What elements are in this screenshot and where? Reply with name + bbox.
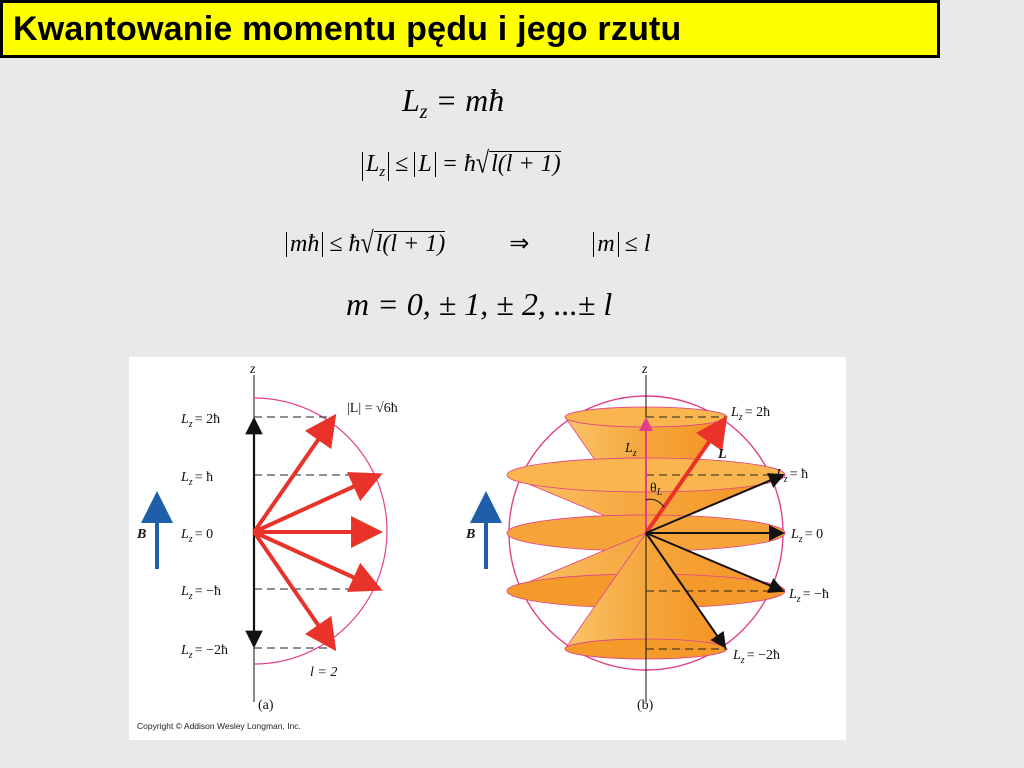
panel-b-z-label: z [642,362,648,377]
panel-a-l-label: l = 2 [310,665,338,680]
panel-b-theta-label: $\theta_L$ [650,481,663,498]
equation-m-values: m = 0, ± 1, ± 2, ...± l [346,286,613,322]
equation-lz-mhbar: $L_z$ = mħ [402,82,505,123]
equation-m-bound: mħ ≤ ħ√l(l + 1) ⇒ m ≤ l [286,229,651,258]
slide-title: Kwantowanie momentu pędu i jego rzutu [13,10,682,48]
svg-text:Lz= 0: $L_z = 0$ [791,527,824,545]
equation-lz-bound: $L_z \le L$ = ħ√l(l + 1) [362,151,561,181]
figure-canvas [129,357,846,740]
svg-text:Lz= ħ: $L_z$ = ħ [181,470,214,488]
angular-momentum-figure [129,357,846,740]
panel-b-l-label: L [718,447,727,462]
panel-a-magnitude-label: |L| = √6ħ [347,401,398,416]
svg-text:Lz= −2ħ: $L_z$ = −2ħ [733,648,780,666]
svg-text:Lz= −ħ: $L_z$ = −ħ [789,587,829,605]
panel-b-lz-label: $L_z$ [625,441,637,459]
svg-text:Lz= 2ħ: $L_z$ = 2ħ [181,412,221,430]
panel-a-b-label: B [137,527,147,542]
panel-a-caption: (a) [258,698,274,713]
figure-copyright: Copyright © Addison Wesley Longman, Inc. [137,721,301,731]
svg-text:Lz= 0: $L_z = 0$ [181,527,214,545]
svg-text:Lz= −2ħ: $L_z$ = −2ħ [181,643,228,661]
svg-text:Lz= ħ: $L_z$ = ħ [776,467,809,485]
svg-text:Lz= −ħ: $L_z$ = −ħ [181,584,221,602]
panel-a-level-labels [180,412,228,661]
panel-a [136,362,398,713]
slide-title-box [0,0,940,58]
panel-b-caption: (b) [637,698,654,713]
panel-b [465,362,829,713]
panel-a-z-label: z [250,362,256,377]
panel-b-b-label: B [466,527,476,542]
svg-text:Lz= 2ħ: $L_z$ = 2ħ [731,405,771,423]
